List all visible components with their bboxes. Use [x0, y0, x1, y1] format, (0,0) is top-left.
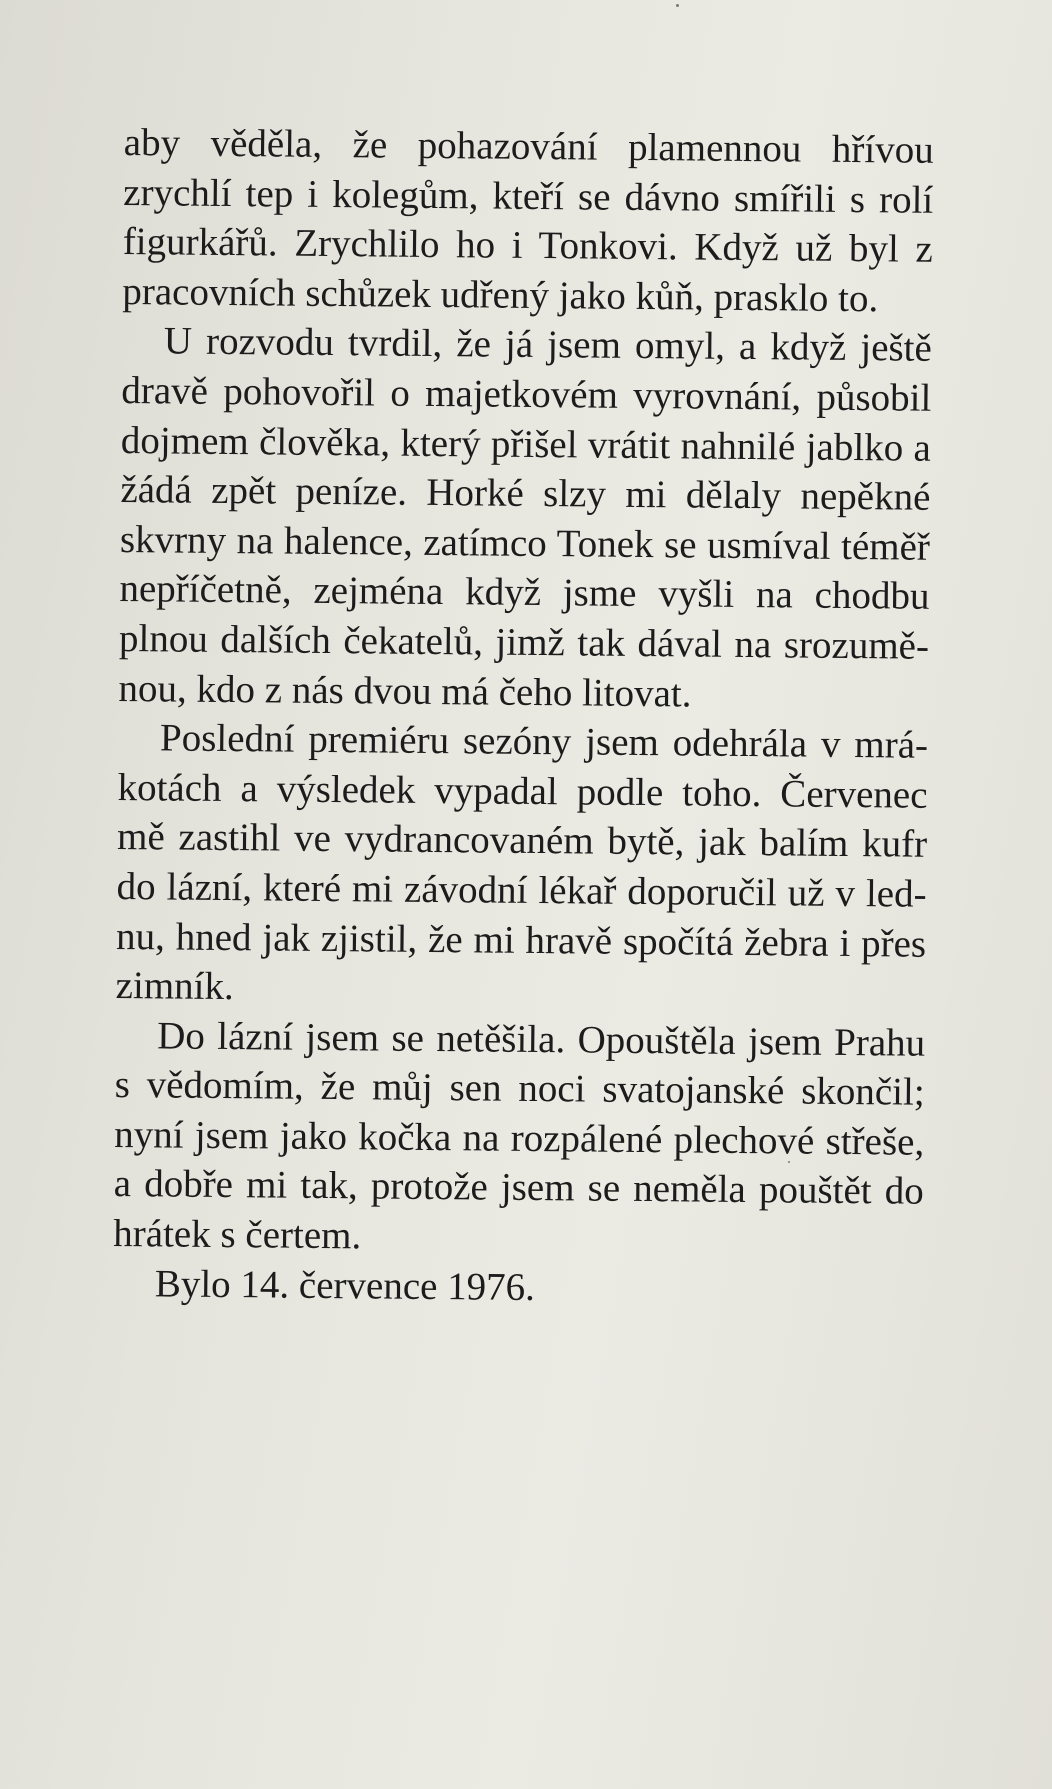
body-text: [113, 118, 934, 1316]
paragraph: aby věděla, že pohazování plamennou hřívou zrychlí tep i kolegům, kteří se dávno smířili s rolí figurkářů. Zrychlilo ho i Tonkovi. Když už byl z pracovních schůzek udřený jako kůň, prasklo to.: [122, 120, 934, 321]
paragraph: Do lázní jsem se netěšila. Opouštěla jsem Prahu s vědomím, že můj sen noci svatojanské skončil; nyní jsem jako kočka na rozpálené plechové střeše, a dobře mi tak, protože jsem se neměla pouštět do hrátek s čertem.: [113, 1014, 926, 1258]
paper-speck: [676, 4, 679, 7]
paragraph: U rozvodu tvrdil, že já jsem omyl, a když ještě dravě pohovořil o majetkovém vyrovnání, působil dojmem člověka, který přišel vrátit nahnilé jablko a žádá zpět peníze. Horké slzy mi dělaly nepěkné skvrny na halence, zatímco Tonek se usmíval téměř nepříčetně, zejména když jsme vyšli na chodbu plnou dalších čekatelů, jimž tak dával na srozumě-nou, kdo z nás dvou má čeho litovat.: [118, 319, 933, 716]
paragraph: Bylo 14. července 1976.: [154, 1262, 536, 1309]
paragraph: Poslední premiéru sezóny jsem odehrála v mrá-kotách a výsledek vypadal podle toho. Červenec mě zastihl ve vydrancovaném bytě, jak balím kufr do lázní, které mi závodní lékař doporučil už v led-nu, hned jak zjistil, že mi hravě spočítá žebra i přes zimník.: [115, 716, 929, 1009]
